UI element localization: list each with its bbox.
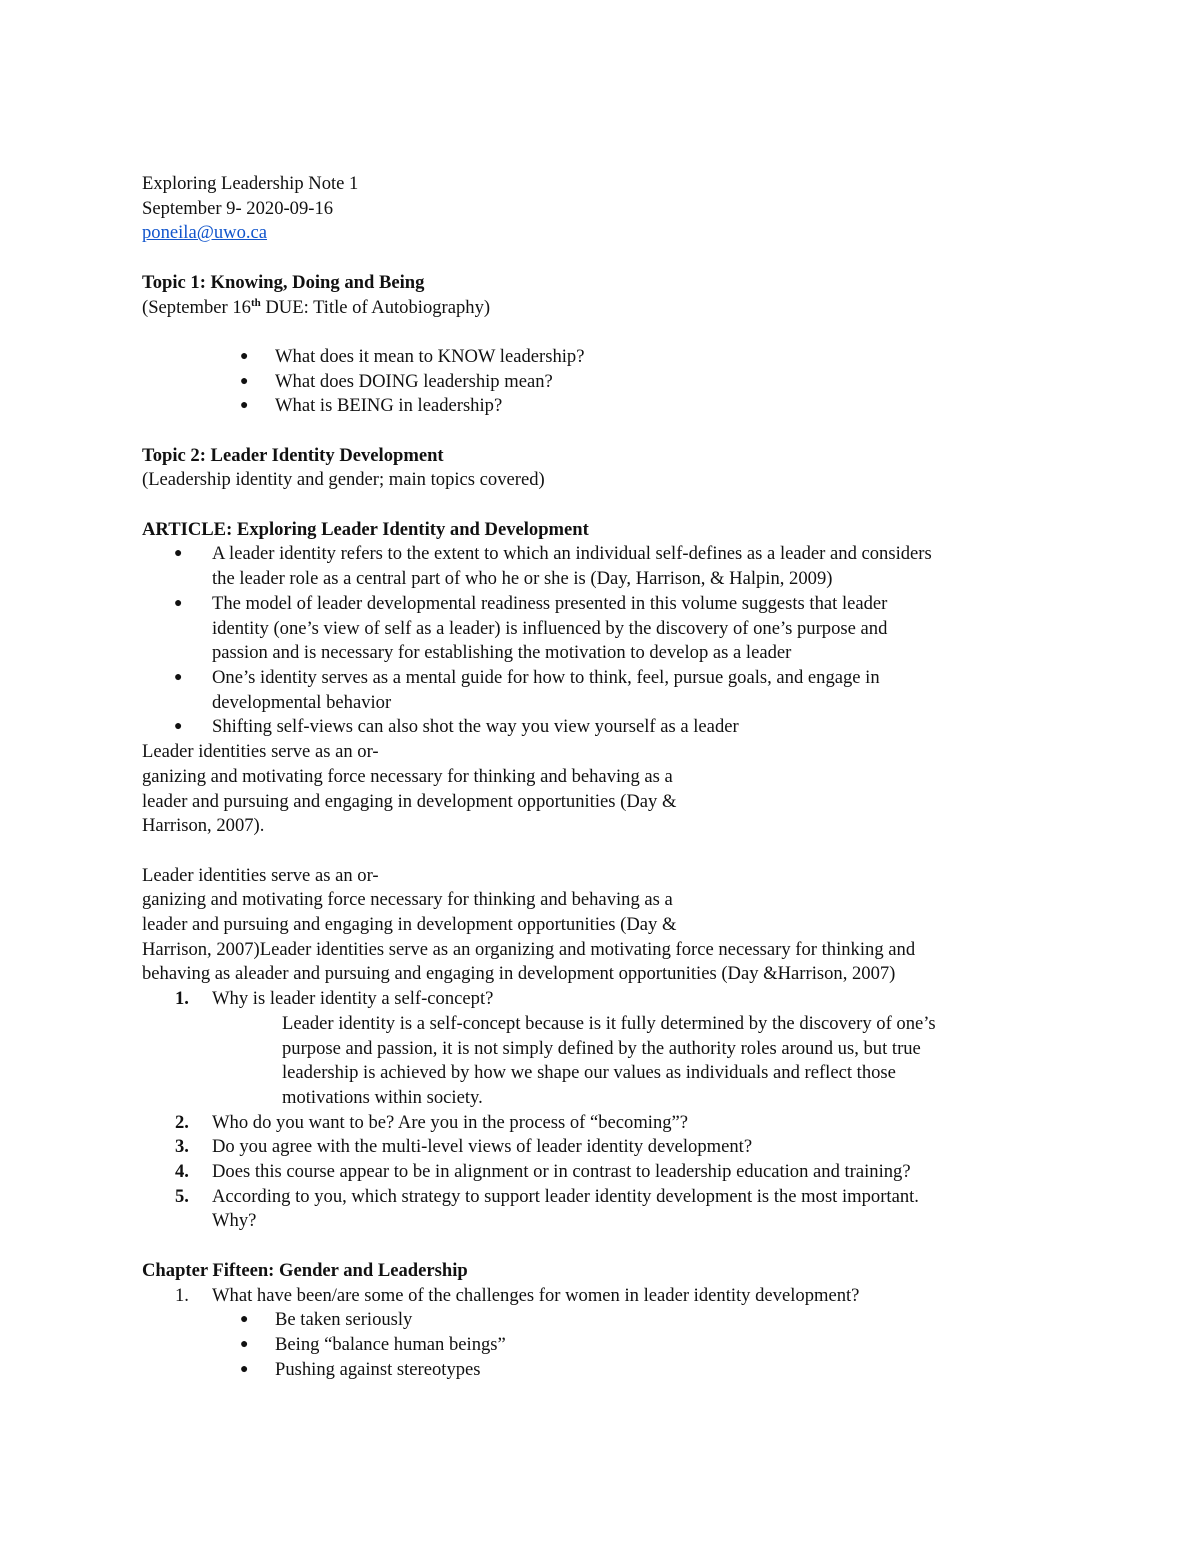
article-question-list-continued: [142, 1111, 1062, 1235]
article-bullet-list: [142, 542, 1062, 740]
list-item: 1. Why is leader identity a self-concept?: [175, 988, 494, 1010]
topic1-bullet-list: [142, 345, 1062, 419]
bullet-icon: ●: [174, 546, 183, 562]
bullet-icon: ●: [240, 398, 249, 414]
list-item: ● Be taken seriously: [142, 1308, 1062, 1333]
topic2-subtitle: (Leadership identity and gender; main topics covered): [142, 469, 545, 491]
list-item: ● What does DOING leadership mean?: [142, 370, 1062, 395]
chapter15-heading: Chapter Fifteen: Gender and Leadership: [142, 1259, 468, 1281]
article-heading: ARTICLE: Exploring Leader Identity and Development: [142, 518, 589, 540]
list-item: 3. Do you agree with the multi-level views of leader identity development?: [175, 1136, 753, 1158]
document-date: September 9- 2020-09-16: [142, 197, 334, 219]
list-item: ● The model of leader developmental readiness presented in this volume suggests that leader identity (one’s view of self as a leader) is influenced by the discovery of one’s purpose and passion and is necessary for establishing the motivation to develop as a leader: [174, 592, 888, 664]
topic2-heading: Topic 2: Leader Identity Development: [142, 444, 444, 466]
list-item: ● A leader identity refers to the extent to which an individual self-defines as a leader and considers the leader role as a central part of who he or she is (Day, Harrison, & Halpin, 2009): [174, 543, 932, 590]
list-item: ● Pushing against stereotypes: [142, 1358, 1062, 1383]
list-item: 4. Does this course appear to be in alignment or in contrast to leadership education and training?: [175, 1161, 911, 1183]
superscript-th: th: [250, 296, 261, 309]
bullet-icon: ●: [174, 595, 183, 611]
list-item: 2. Who do you want to be? Are you in the process of “becoming”?: [175, 1111, 689, 1133]
list-item: ● What does it mean to KNOW leadership?: [142, 345, 1062, 370]
bullet-icon: ●: [240, 1312, 249, 1328]
list-item: ● What is BEING in leadership?: [142, 394, 1062, 419]
chapter15-question-list: [142, 1284, 1062, 1309]
article-question-list: [142, 987, 1062, 1012]
quote-paragraph-2: Leader identities serve as an or- ganizing and motivating force necessary for thinking and behaving as a leader and pursuing and engaging in development opportunities (Day & Harrison, 2007)Leader identities serve as an organizing and motivating force necessary for thinking and behaving as aleader and pursuing and engaging in development opportunities (Day &Harrison, 2007): [142, 864, 916, 985]
bullet-icon: ●: [174, 670, 183, 685]
email-link[interactable]: poneila@uwo.ca: [142, 222, 268, 244]
chapter15-bullet-list: [142, 1308, 1062, 1382]
list-item: 1. What have been/are some of the challenges for women in leader identity development?: [175, 1284, 860, 1306]
topic1-heading: Topic 1: Knowing, Doing and Being: [142, 271, 425, 293]
bullet-icon: ●: [240, 1336, 249, 1352]
bullet-icon: ●: [174, 719, 183, 735]
answer-paragraph: Leader identity is a self-concept because is it fully determined by the discovery of one’s purpose and passion, it is not simply defined by the authority roles around us, but true leadership is achieved by how we shape our values as individuals and reflect those motivations within society.: [282, 1012, 936, 1108]
bullet-icon: ●: [240, 373, 249, 389]
list-item: ● Being “balance human beings”: [142, 1333, 1062, 1358]
bullet-icon: ●: [240, 348, 249, 364]
topic1-subtitle: (September 16th DUE: Title of Autobiography): [142, 296, 491, 318]
document-page: [142, 172, 1062, 1382]
document-title: Exploring Leadership Note 1: [142, 173, 359, 194]
list-item: ● One’s identity serves as a mental guide for how to think, feel, pursue goals, and engage in developmental behavior: [174, 667, 880, 713]
list-item: ● Shifting self-views can also shot the way you view yourself as a leader: [142, 715, 1062, 740]
quote-paragraph-1: Leader identities serve as an or- ganizing and motivating force necessary for thinking and behaving as a leader and pursuing and engaging in development opportunities (Day & Harrison, 2007).: [142, 741, 677, 837]
list-item: 5. According to you, which strategy to support leader identity development is the most important. Why?: [175, 1185, 919, 1232]
bullet-icon: ●: [240, 1361, 249, 1377]
